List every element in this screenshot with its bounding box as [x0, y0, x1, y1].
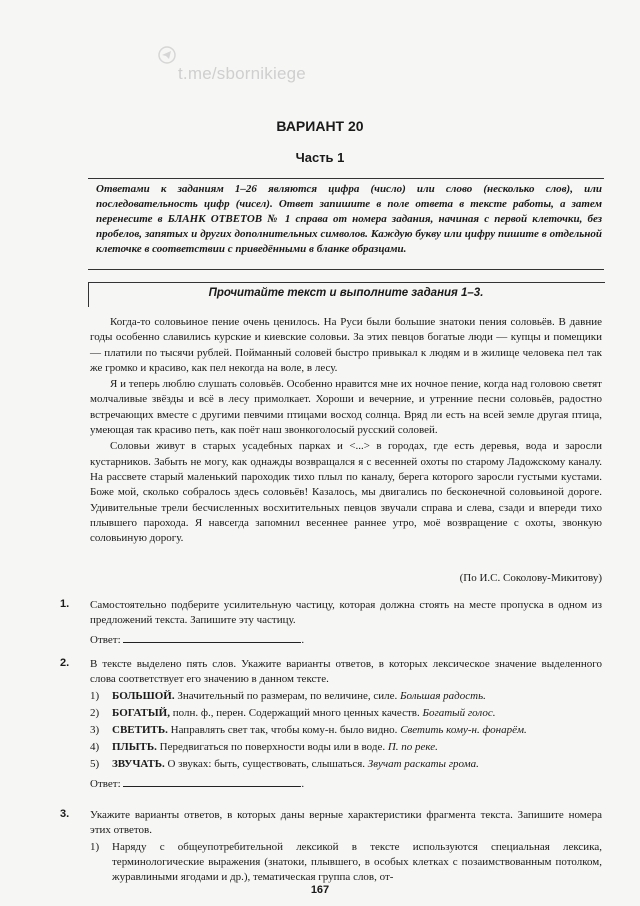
answer-label: Ответ: [90, 778, 121, 790]
answer-field[interactable] [123, 632, 301, 643]
text-paragraph: Когда-то соловьиное пение очень ценилось. На Руси были большие знатоки пения соловьёв. В давние годы особенно славились курские и киевские соловьи. За этих певцов богатые люди — купцы и помещики — платили по тысячи рублей. Пойманный соловей быстро привыкал к людям и в жилище человека пел так же громко и красиво, как пел некогда на воле, в лесу. [90, 316, 602, 374]
question-number: 1. [60, 598, 70, 610]
variant-title: ВАРИАНТ 20 [276, 118, 364, 134]
text-paragraph: Соловьи живут в старых усадебных парках и <...> в городах, где есть деревья, вода и заросли кустарников. Забыть не могу, как однажды возвращался я с весенней охоты по старому Ладожскому каналу. На рассвете старый маленький пароходик тихо плыл по каналу, берега которого заросли густыми кустами. Боже мой, сколько собралось здесь соловьёв! Казалось, мы двигались по бесконечной соловьиной дороге. Удивительные трели бесчисленных восхитительных певцов звучали справа и слева, сзади и впереди тихо плывшего парохода. Я навсегда запомнил весеннее раннее утро, моё возвращение с охоты, звонкую соловьиную дорогу. [90, 440, 602, 545]
option: 1) Наряду с общеупотребительной лексикой в тексте используются специальная лексика, терминологические выражения (знатоки, плывшего, в особых клетках с позаимствованным потолком, журавлиными ягодами и др.), тематическая группа слов, от- [90, 841, 602, 883]
watermark-telegram-icon [158, 46, 176, 64]
question-text: Самостоятельно подберите усилительную частицу, которая должна стоять на месте пропуска в одном из предложений текста. Запишите эту частицу. [90, 599, 602, 626]
option: 4) ПЛЫТЬ. Передвигаться по поверхности воды или в воде. П. по реке. [90, 741, 438, 753]
option: 3) СВЕТИТЬ. Направлять свет так, чтобы кому-н. было видно. Светить кому-н. фонарём. [90, 724, 527, 736]
question-number: 3. [60, 808, 70, 820]
page-number: 167 [310, 884, 330, 896]
question-1 [90, 598, 602, 648]
question-3 [90, 808, 602, 885]
read-heading: Прочитайте текст и выполните задания 1–3. [208, 287, 484, 299]
reading-text [90, 315, 602, 547]
question-2 [90, 657, 602, 792]
question-number: 2. [60, 657, 70, 669]
option: 2) БОГАТЫЙ, полн. ф., перен. Содержащий много ценных качеств. Богатый голос. [90, 707, 496, 719]
answer-row: Ответ: . [90, 634, 305, 646]
question-text: В тексте выделено пять слов. Укажите варианты ответов, в которых лексическое значение выделенного слова соответствует его значению в данном тексте. [90, 658, 602, 685]
text-source: (По И.С. Соколову-Микитову) [459, 572, 602, 584]
answer-label: Ответ: [90, 634, 121, 646]
option: 1) БОЛЬШОЙ. Значительный по размерам, по величине, силе. Большая радость. [90, 690, 486, 702]
part-title: Часть 1 [295, 150, 345, 165]
text-paragraph: Я и теперь люблю слушать соловьёв. Особенно нравится мне их ночное пение, когда над головою светят молчаливые звёзды и всё в лесу примолкает. Хороши и вечерние, и утренние песни соловьёв, радостно встречающих вместе с другими певчими птицами восход солнца. Вряд ли есть на всей земле другая птица, умеющая так красиво петь, как поёт наш звонкоголосый русский соловей. [90, 378, 602, 437]
instructions-text: Ответами к заданиям 1–26 являются цифра (число) или слово (несколько слов), или последовательность цифр (чисел). Ответ запишите в поле ответа в тексте работы, а затем перенесите в БЛАНК ОТВЕТОВ № 1 справа от номера задания, начиная с первой клеточки, без пробелов, запятых и других дополнительных символов. Каждую букву или цифру пишите в отдельной клеточке в соответствии с приведёнными в бланке образцами. [96, 183, 602, 255]
answer-field[interactable] [123, 776, 301, 787]
question-text: Укажите варианты ответов, в которых даны верные характеристики фрагмента текста. Запишите номера этих ответов. [90, 809, 602, 836]
option: 5) ЗВУЧАТЬ. О звуках: быть, существовать, слышаться. Звучат раскаты грома. [90, 758, 479, 770]
watermark-link[interactable]: t.me/sbornikiege [178, 64, 306, 83]
answer-row: Ответ: . [90, 778, 305, 790]
